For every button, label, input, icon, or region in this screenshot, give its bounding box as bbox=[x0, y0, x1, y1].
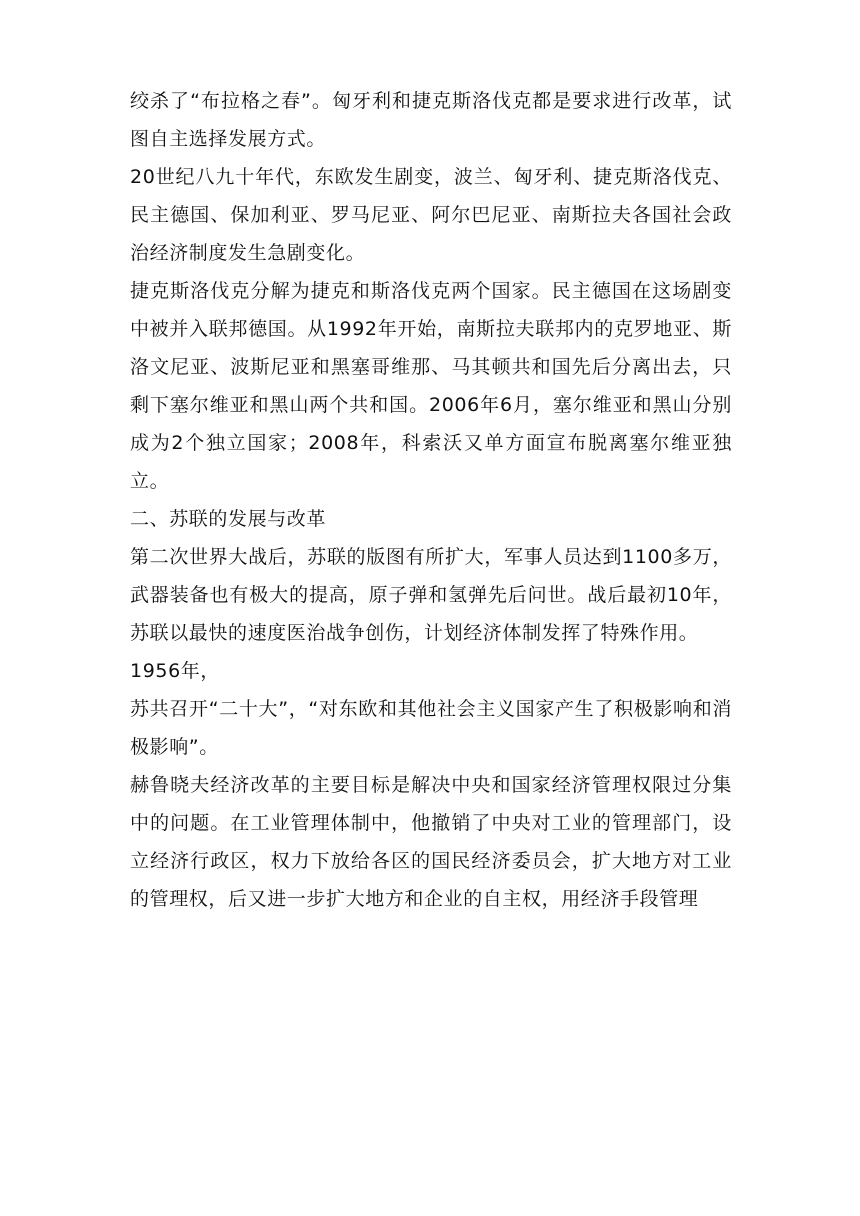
section-heading-soviet-development: 二、苏联的发展与改革 bbox=[130, 508, 327, 530]
paragraph-country-breakup: 捷克斯洛伐克分解为捷克和斯洛伐克两个国家。民主德国在这场剧变中被并入联邦德国。从1992年开始，南斯拉夫联邦内的克罗地亚、斯洛文尼亚、波斯尼亚和黑塞哥维那、马其顿共和国先后分离出去，只剩下塞尔维亚和黑山两个共和国。2006年6月，塞尔维亚和黑山分别成为2个独立国家；2008年，科索沃又单方面宣布脱离塞尔维亚独立。 bbox=[130, 280, 732, 492]
paragraph-twentieth-congress: 苏共召开“二十大”，“对东欧和其他社会主义国家产生了积极影响和消极影响”。 bbox=[130, 698, 732, 758]
paragraph-year-1956: 1956年， bbox=[130, 660, 220, 682]
paragraph-prague-spring: 绞杀了“布拉格之春”。匈牙利和捷克斯洛伐克都是要求进行改革，试图自主选择发展方式。 bbox=[130, 90, 732, 150]
paragraph-khrushchev-reform: 赫鲁晓夫经济改革的主要目标是解决中央和国家经济管理权限过分集中的问题。在工业管理体制中，他撤销了中央对工业的管理部门，设立经济行政区，权力下放给各区的国民经济委员会，扩大地方对工业的管理权，后又进一步扩大地方和企业的自主权，用经济手段管理 bbox=[130, 774, 732, 910]
paragraph-postwar-soviet: 第二次世界大战后，苏联的版图有所扩大，军事人员达到1100多万，武器装备也有极大的提高，原子弹和氢弹先后问世。战后最初10年，苏联以最快的速度医治战争创伤，计划经济体制发挥了特殊作用。 bbox=[130, 546, 732, 644]
body-text bbox=[130, 82, 732, 918]
paragraph-eastern-europe-upheaval: 20世纪八九十年代，东欧发生剧变，波兰、匈牙利、捷克斯洛伐克、民主德国、保加利亚、罗马尼亚、阿尔巴尼亚、南斯拉夫各国社会政治经济制度发生急剧变化。 bbox=[130, 166, 732, 264]
